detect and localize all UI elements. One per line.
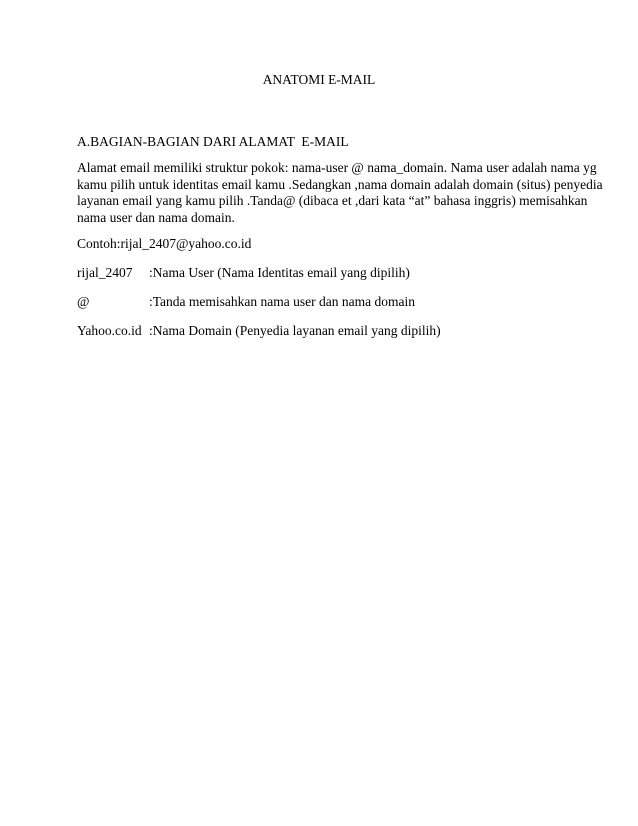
definition-description: :Nama Domain (Penyedia layanan email yang dipilih): [149, 323, 441, 338]
definition-term: rijal_2407: [77, 265, 133, 280]
paragraph-line: kamu pilih untuk identitas email kamu .Sedangkan ,nama domain adalah domain (situs) penyedia: [77, 176, 603, 192]
definition-term: Yahoo.co.id: [77, 323, 142, 338]
body-paragraph: [77, 160, 603, 226]
document-title: ANATOMI E-MAIL: [262, 72, 376, 87]
definition-term: @: [77, 294, 90, 309]
example-address: Contoh:rijal_2407@yahoo.co.id: [77, 236, 252, 251]
section-heading: A.BAGIAN-BAGIAN DARI ALAMAT E-MAIL: [77, 134, 349, 149]
paragraph-line: layanan email yang kamu pilih .Tanda@ (dibaca et ,dari kata “at” bahasa inggris) memisahkan: [77, 193, 588, 208]
definition-row-domain: [77, 323, 597, 341]
definition-row-username: [77, 265, 597, 283]
definition-row-at-sign: [77, 294, 597, 312]
paragraph-line: nama user dan nama domain.: [77, 209, 235, 225]
paragraph-line: Alamat email memiliki struktur pokok: nama-user @ nama_domain. Nama user adalah nama yg: [77, 160, 597, 175]
definition-description: :Nama User (Nama Identitas email yang dipilih): [149, 265, 410, 280]
definition-description: :Tanda memisahkan nama user dan nama domain: [149, 294, 415, 309]
